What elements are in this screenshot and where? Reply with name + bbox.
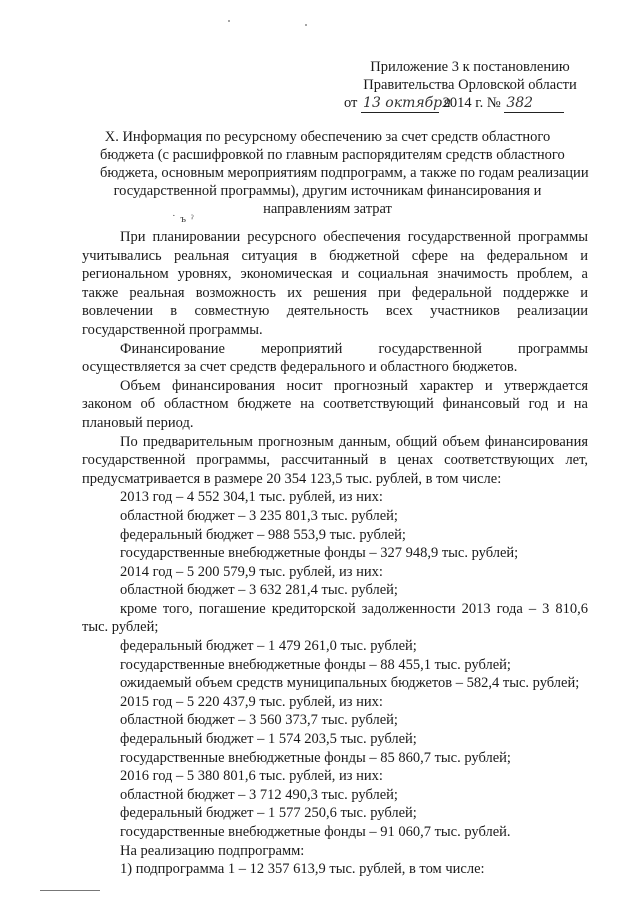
- header-line-1: Приложение 3 к постановлению: [370, 59, 570, 75]
- body-line: учитывались реальная ситуация в бюджетной сфере на федеральном и: [82, 247, 588, 264]
- body-line: также реальная возможность их решения при федеральной поддержке и: [82, 284, 588, 301]
- body-line: государственной программы, рассчитанный в ценах соответствующих лет,: [82, 452, 588, 469]
- title-line: X. Информация по ресурсному обеспечению за счет средств областного: [104, 129, 551, 145]
- date-prefix: от: [344, 95, 358, 111]
- body-line: областной бюджет – 3 632 281,4 тыс. рублей;: [120, 582, 398, 599]
- body-line: предусматривается в размере 20 354 123,5 тыс. рублей, в том числе:: [82, 470, 502, 487]
- handwritten-date: 13 октября: [363, 95, 452, 111]
- header-line-2: Правительства Орловской области: [363, 77, 577, 93]
- section-title: [100, 128, 589, 218]
- body-line: областной бюджет – 3 560 373,7 тыс. рублей;: [120, 712, 398, 729]
- handwritten-number: 382: [504, 94, 564, 113]
- date-year: 2014 г. №: [442, 95, 501, 111]
- document-body: [82, 228, 588, 879]
- body-line: При планировании ресурсного обеспечения государственной программы: [120, 229, 588, 245]
- scan-speck: [228, 20, 230, 22]
- body-line: По предварительным прогнозным данным, общий объем финансирования: [120, 433, 588, 450]
- body-line: областной бюджет – 3 712 490,3 тыс. рублей;: [120, 786, 398, 803]
- body-line: 1) подпрограмма 1 – 12 357 613,9 тыс. рублей, в том числе:: [120, 861, 485, 878]
- body-line: тыс. рублей;: [82, 619, 159, 636]
- body-line: ожидаемый объем средств муниципальных бюджетов – 582,4 тыс. рублей;: [120, 675, 580, 692]
- body-line: плановый период.: [82, 414, 194, 431]
- title-line: направлениям затрат: [263, 201, 392, 217]
- title-line: государственной программы), другим источникам финансирования и: [113, 183, 542, 199]
- body-line: государственные внебюджетные фонды – 88 455,1 тыс. рублей;: [120, 656, 511, 673]
- resolution-date-line: [340, 94, 600, 113]
- title-line: бюджета (с расшифровкой по главным распорядителям средств областного: [100, 147, 565, 163]
- appendix-header: [340, 58, 600, 113]
- body-line: 2016 год – 5 380 801,6 тыс. рублей, из них:: [120, 768, 383, 785]
- body-line: государственные внебюджетные фонды – 91 060,7 тыс. рублей.: [120, 824, 511, 840]
- body-line: федеральный бюджет – 1 577 250,6 тыс. рублей;: [120, 805, 417, 822]
- body-line: кроме того, погашение кредиторской задолженности 2013 года – 3 810,6: [120, 600, 588, 617]
- body-line: 2014 год – 5 200 579,9 тыс. рублей, из них:: [120, 563, 383, 580]
- body-line: На реализацию подпрограмм:: [120, 842, 305, 859]
- body-line: Финансирование мероприятий государственной программы: [120, 340, 588, 357]
- body-line: федеральный бюджет – 1 574 203,5 тыс. рублей;: [120, 731, 417, 748]
- title-line: бюджета, основным мероприятиям подпрограмм, а также по годам реализации: [100, 165, 589, 181]
- footer-rule: [40, 890, 100, 891]
- body-line: федеральный бюджет – 988 553,9 тыс. рублей;: [120, 526, 406, 543]
- body-line: законом об областном бюджете на соответствующий финансовый год и на: [82, 396, 588, 413]
- body-line: региональном уровнях, экономическая и социальная значимость проблем, а: [82, 266, 588, 283]
- body-line: государственные внебюджетные фонды – 327 948,9 тыс. рублей;: [120, 545, 519, 562]
- scan-speck: [305, 24, 307, 26]
- body-line: осуществляется за счет средств федерального и областного бюджетов.: [82, 359, 518, 376]
- body-line: федеральный бюджет – 1 479 261,0 тыс. рублей;: [120, 638, 417, 655]
- body-line: областной бюджет – 3 235 801,3 тыс. рублей;: [120, 507, 398, 524]
- body-line: государственной программы.: [82, 321, 263, 338]
- scan-mark: ˙ ъ ˀ: [172, 213, 195, 225]
- body-line: государственные внебюджетные фонды – 85 860,7 тыс. рублей;: [120, 749, 511, 766]
- body-line: вовлечении в совместную деятельность всех участников реализации: [82, 303, 588, 320]
- body-line: Объем финансирования носит прогнозный характер и утверждается: [120, 377, 588, 394]
- body-line: 2015 год – 5 220 437,9 тыс. рублей, из них:: [120, 693, 383, 710]
- body-line: 2013 год – 4 552 304,1 тыс. рублей, из них:: [120, 489, 383, 506]
